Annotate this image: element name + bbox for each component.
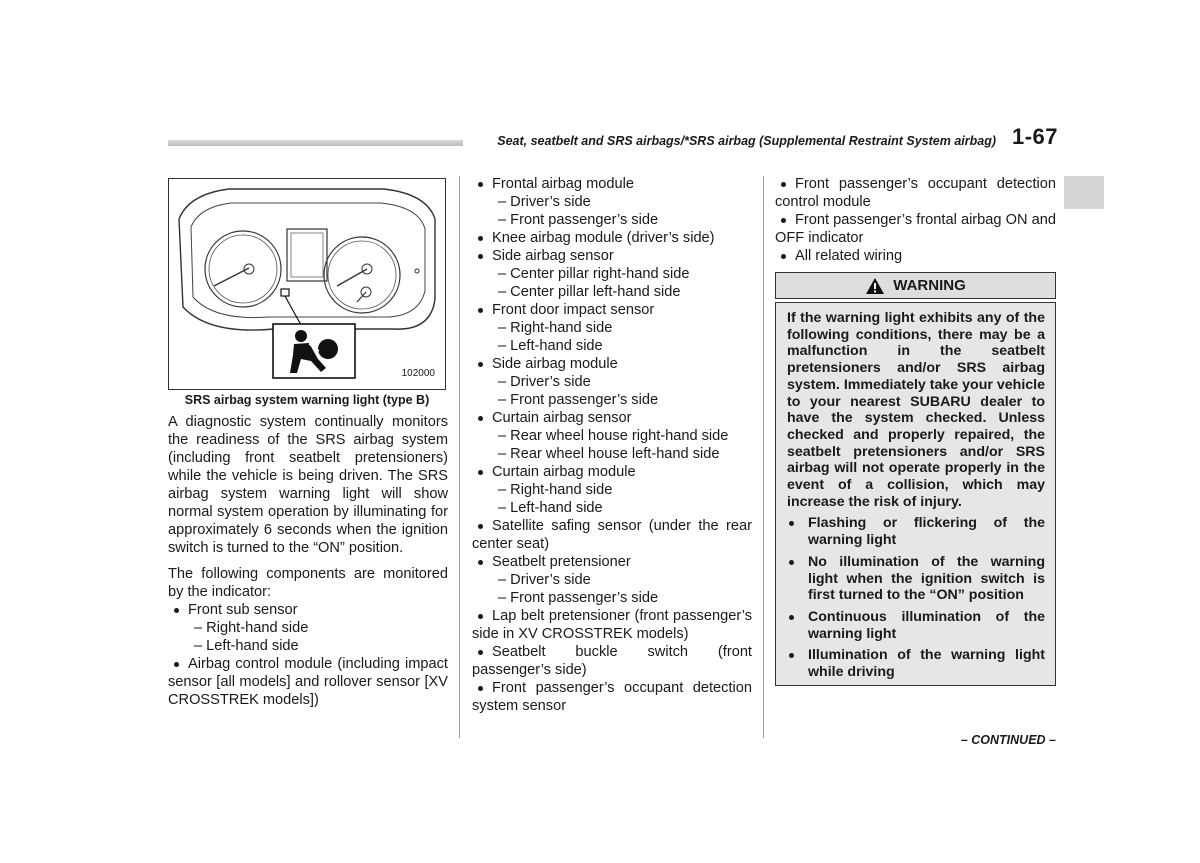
list-item: Frontal airbag module xyxy=(472,175,752,193)
section-title: Seat, seatbelt and SRS airbags/*SRS airbag (Supplemental Restraint System airbag) xyxy=(497,134,996,148)
instrument-cluster-illustration xyxy=(169,179,445,389)
sub-list-item: – Right-hand side xyxy=(472,481,752,499)
middle-column xyxy=(472,175,752,715)
sub-list-item: – Front passenger’s side xyxy=(472,211,752,229)
list-item: Seatbelt buckle switch (front passenger’s side) xyxy=(472,644,752,678)
sub-list-item: – Rear wheel house left-hand side xyxy=(472,445,752,463)
warning-text: If the warning light exhibits any of the following conditions, there may be a malfunction in the seatbelt pretensioners and/or SRS airbag system. Immediately take your vehicle to your nearest SUBARU dealer to have the system checked. Unless checked and properly repaired, the seatbelt pretensioners and/or SRS airbag will not operate properly in the event of a collision, which may increase the risk of injury. xyxy=(787,310,1045,510)
column-divider xyxy=(459,176,460,738)
list-item: Front sub sensor xyxy=(168,601,448,619)
components-intro: The following components are monitored by the indicator: xyxy=(168,566,448,600)
chapter-thumb-tab xyxy=(1064,176,1104,209)
warning-box xyxy=(775,302,1056,686)
list-item: Satellite safing sensor (under the rear center seat) xyxy=(472,518,752,552)
warning-list-item: Illumination of the warning light while driving xyxy=(787,647,1045,680)
warning-list-item: Continuous illumination of the warning light xyxy=(787,609,1045,642)
page-number: 1-67 xyxy=(1012,124,1059,149)
header-rule xyxy=(168,140,463,146)
intro-paragraph: A diagnostic system continually monitors the readiness of the SRS airbag system (including front seatbelt pretensioners) while the vehicle is being driven. The SRS airbag system warning light will show normal system operation by illuminating for approximately 6 seconds when the ignition switch is turned to the “ON” position. xyxy=(168,414,448,556)
left-column xyxy=(168,413,448,709)
sub-list-item: – Left-hand side xyxy=(472,337,752,355)
sub-list-item: – Right-hand side xyxy=(472,319,752,337)
list-item: Curtain airbag module xyxy=(472,463,752,481)
right-column xyxy=(775,175,1056,265)
sub-list-item: – Front passenger’s side xyxy=(472,391,752,409)
list-item: Airbag control module (including impact sensor [all models] and rollover sensor [XV CROSSTREK models]) xyxy=(168,656,448,708)
list-item: Lap belt pretensioner (front passenger’s side in XV CROSSTREK models) xyxy=(472,608,752,642)
warning-list-item: No illumination of the warning light when the ignition switch is first turned to the “ON” position xyxy=(787,554,1045,604)
sub-list-item: – Right-hand side xyxy=(168,619,448,637)
sub-list-item: – Driver’s side xyxy=(472,571,752,589)
continued-label: – CONTINUED – xyxy=(960,733,1056,747)
list-item: Side airbag sensor xyxy=(472,247,752,265)
sub-list-item: – Center pillar left-hand side xyxy=(472,283,752,301)
sub-list-item: – Rear wheel house right-hand side xyxy=(472,427,752,445)
list-item: Front passenger’s frontal airbag ON and OFF indicator xyxy=(775,212,1056,246)
column-divider xyxy=(763,176,764,738)
list-item: Front passenger’s occupant detection system sensor xyxy=(472,680,752,714)
warning-heading xyxy=(775,272,1056,299)
list-item: Seatbelt pretensioner xyxy=(472,553,752,571)
list-item: Front door impact sensor xyxy=(472,301,752,319)
warning-label: WARNING xyxy=(893,277,966,294)
list-item: Side airbag module xyxy=(472,355,752,373)
list-item: Front passenger’s occupant detection control module xyxy=(775,176,1056,210)
sub-list-item: – Driver’s side xyxy=(472,373,752,391)
list-item: Knee airbag module (driver’s side) xyxy=(472,229,752,247)
sub-list-item: – Front passenger’s side xyxy=(472,589,752,607)
warning-list-item: Flashing or flickering of the warning light xyxy=(787,515,1045,548)
sub-list-item: – Center pillar right-hand side xyxy=(472,265,752,283)
list-item: All related wiring xyxy=(775,247,1056,265)
sub-list-item: – Driver’s side xyxy=(472,193,752,211)
warning-triangle-icon xyxy=(865,277,885,295)
sub-list-item: – Left-hand side xyxy=(168,637,448,655)
instrument-cluster-figure xyxy=(168,178,446,390)
sub-list-item: – Left-hand side xyxy=(472,499,752,517)
figure-id: 102000 xyxy=(401,368,435,379)
figure-caption: SRS airbag system warning light (type B) xyxy=(184,393,430,407)
list-item: Curtain airbag sensor xyxy=(472,409,752,427)
